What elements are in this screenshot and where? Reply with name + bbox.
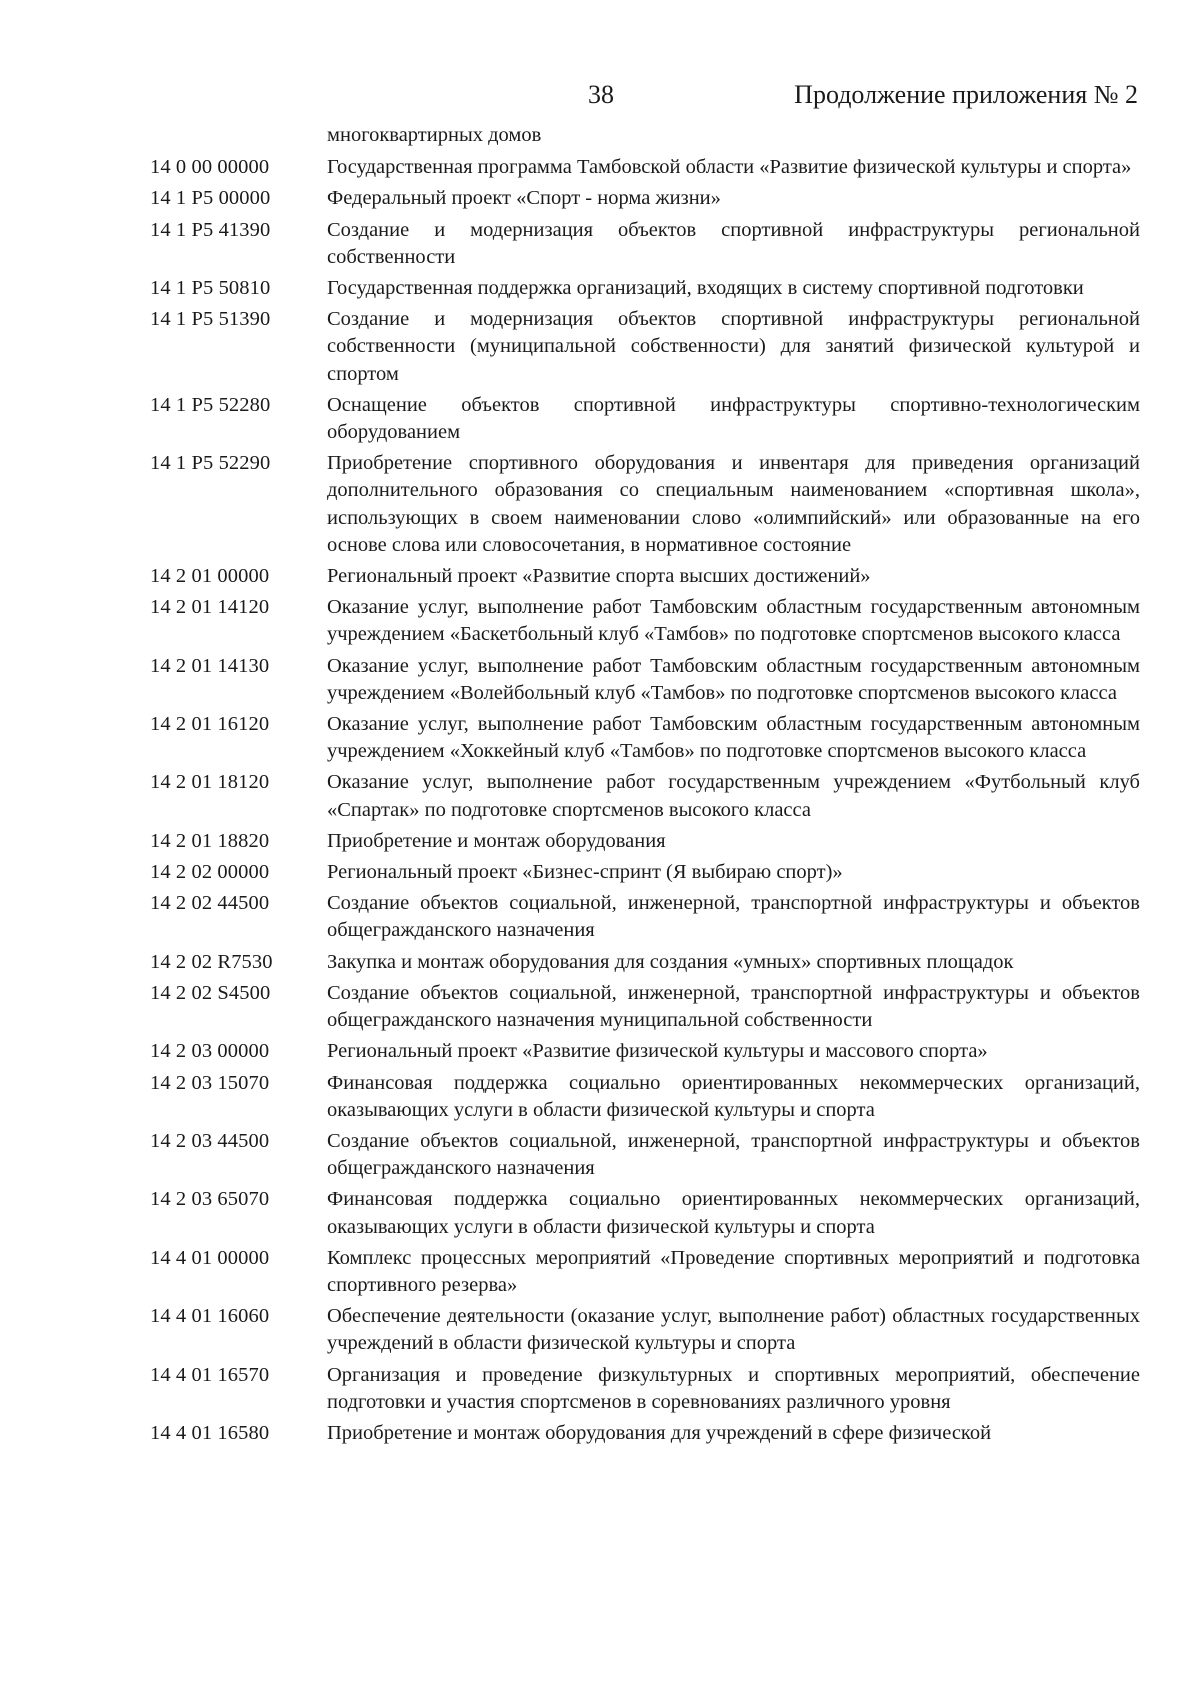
- table-row: [150, 275, 1140, 302]
- row-code: 14 2 03 65070: [150, 1188, 270, 1211]
- table-row: [150, 1362, 1140, 1416]
- row-description: Приобретение и монтаж оборудования для учреждений в сфере физической: [327, 1421, 992, 1444]
- row-description: Оснащение объектов спортивной инфраструктуры спортивно-технологическим оборудованием: [327, 393, 1140, 444]
- row-description: Создание и модернизация объектов спортивной инфраструктуры региональной собственности (муниципальной собственности) для занятий физической культурой и спортом: [327, 308, 1140, 385]
- row-description: Создание и модернизация объектов спортивной инфраструктуры региональной собственности: [327, 218, 1140, 268]
- row-code: 14 1 P5 41390: [150, 218, 271, 241]
- row-code: 14 2 01 16120: [150, 713, 270, 736]
- table-row: [150, 1245, 1140, 1299]
- table-row: [150, 217, 1140, 271]
- row-description: многоквартирных домов: [327, 124, 542, 146]
- table-row: [150, 122, 1140, 149]
- row-description: Государственная поддержка организаций, входящих в систему спортивной подготовки: [327, 277, 1084, 300]
- table-row: [150, 154, 1140, 181]
- row-code: 14 2 01 18820: [150, 829, 270, 852]
- row-description: Создание объектов социальной, инженерной, транспортной инфраструктуры и объектов общегражданского назначения: [327, 892, 1140, 942]
- row-description: Организация и проведение физкультурных и спортивных мероприятий, обеспечение подготовки и участия спортсменов в соревнованиях различного уровня: [327, 1363, 1140, 1413]
- row-code: 14 4 01 00000: [150, 1246, 270, 1269]
- row-description: Оказание услуг, выполнение работ Тамбовским областным государственным автономным учреждением «Волейбольный клуб «Тамбов» по подготовке спортсменов высокого класса: [327, 654, 1140, 704]
- row-code: 14 2 03 44500: [150, 1129, 270, 1152]
- table-row: [150, 949, 1140, 976]
- table-row: [150, 1420, 1140, 1447]
- row-code: 14 2 02 00000: [150, 861, 270, 884]
- table-row: [150, 653, 1140, 707]
- table-row: [150, 563, 1140, 590]
- row-description: Комплекс процессных мероприятий «Проведение спортивных мероприятий и подготовка спортивного резерва»: [327, 1246, 1140, 1296]
- table-row: [150, 185, 1140, 212]
- row-description: Создание объектов социальной, инженерной, транспортной инфраструктуры и объектов общегражданского назначения: [327, 1129, 1140, 1180]
- table-row: [150, 392, 1140, 446]
- row-code: 14 2 01 14130: [150, 654, 270, 677]
- row-code: 14 1 P5 00000: [150, 187, 271, 210]
- row-code: 14 1 P5 52280: [150, 393, 271, 416]
- table-row: [150, 859, 1140, 886]
- table-row: [150, 1070, 1140, 1124]
- page-header: [0, 78, 1200, 118]
- table-row: [150, 711, 1140, 765]
- row-description: Приобретение спортивного оборудования и инвентаря для приведения организаций дополнительного образования со специальным наименованием «спортивная школа», использующих в своем наименовании слово «олимпийский» или образованные на его основе слова или словосочетания, в нормативное состояние: [327, 452, 1140, 556]
- appendix-caption: Продолжение приложения № 2: [794, 80, 1138, 109]
- row-code: 14 4 01 16580: [150, 1421, 270, 1444]
- row-code: 14 2 02 S4500: [150, 981, 271, 1004]
- row-code: 14 2 01 00000: [150, 565, 270, 588]
- row-description: Региональный проект «Бизнес-спринт (Я выбираю спорт)»: [327, 861, 843, 884]
- budget-classification-table: [150, 122, 1140, 1451]
- row-code: 14 1 P5 51390: [150, 308, 271, 331]
- table-row: [150, 890, 1140, 944]
- row-description: Региональный проект «Развитие физической культуры и массового спорта»: [327, 1040, 988, 1063]
- table-row: [150, 306, 1140, 388]
- table-row: [150, 1186, 1140, 1240]
- row-description: Создание объектов социальной, инженерной, транспортной инфраструктуры и объектов общегражданского назначения муниципальной собственности: [327, 981, 1140, 1032]
- row-description: Государственная программа Тамбовской области «Развитие физической культуры и спорта»: [327, 156, 1132, 179]
- table-row: [150, 980, 1140, 1034]
- table-row: [150, 1303, 1140, 1357]
- table-row: [150, 769, 1140, 823]
- row-description: Закупка и монтаж оборудования для создания «умных» спортивных площадок: [327, 950, 1014, 973]
- table-row: [150, 1128, 1140, 1182]
- row-description: Обеспечение деятельности (оказание услуг, выполнение работ) областных государственных учреждений в области физической культуры и спорта: [327, 1305, 1140, 1355]
- row-description: Региональный проект «Развитие спорта высших достижений»: [327, 565, 871, 588]
- row-code: 14 2 03 00000: [150, 1040, 270, 1063]
- row-code: 14 4 01 16570: [150, 1363, 270, 1386]
- row-code: 14 2 02 R7530: [150, 950, 273, 973]
- row-code: 14 0 00 00000: [150, 156, 270, 179]
- row-description: Оказание услуг, выполнение работ Тамбовским областным государственным автономным учреждением «Хоккейный клуб «Тамбов» по подготовке спортсменов высокого класса: [327, 713, 1140, 763]
- table-row: [150, 594, 1140, 648]
- row-description: Оказание услуг, выполнение работ Тамбовским областным государственным автономным учреждением «Баскетбольный клуб «Тамбов» по подготовке спортсменов высокого класса: [327, 596, 1140, 646]
- row-code: 14 2 03 15070: [150, 1071, 270, 1094]
- table-row: [150, 828, 1140, 855]
- row-description: Оказание услуг, выполнение работ государственным учреждением «Футбольный клуб «Спартак» по подготовке спортсменов высокого класса: [327, 771, 1140, 821]
- page-number: 38: [588, 80, 614, 109]
- table-row: [150, 450, 1140, 559]
- row-code: 14 2 01 18120: [150, 771, 270, 794]
- row-description: Приобретение и монтаж оборудования: [327, 829, 666, 852]
- row-description: Финансовая поддержка социально ориентированных некоммерческих организаций, оказывающих услуги в области физической культуры и спорта: [327, 1188, 1140, 1238]
- row-code: 14 2 02 44500: [150, 892, 270, 915]
- row-description: Финансовая поддержка социально ориентированных некоммерческих организаций, оказывающих услуги в области физической культуры и спорта: [327, 1071, 1140, 1121]
- table-row: [150, 1038, 1140, 1065]
- row-code: 14 4 01 16060: [150, 1305, 270, 1328]
- row-code: 14 2 01 14120: [150, 596, 270, 619]
- row-code: 14 1 P5 52290: [150, 452, 271, 475]
- row-description: Федеральный проект «Спорт - норма жизни»: [327, 187, 721, 210]
- row-code: 14 1 P5 50810: [150, 277, 271, 300]
